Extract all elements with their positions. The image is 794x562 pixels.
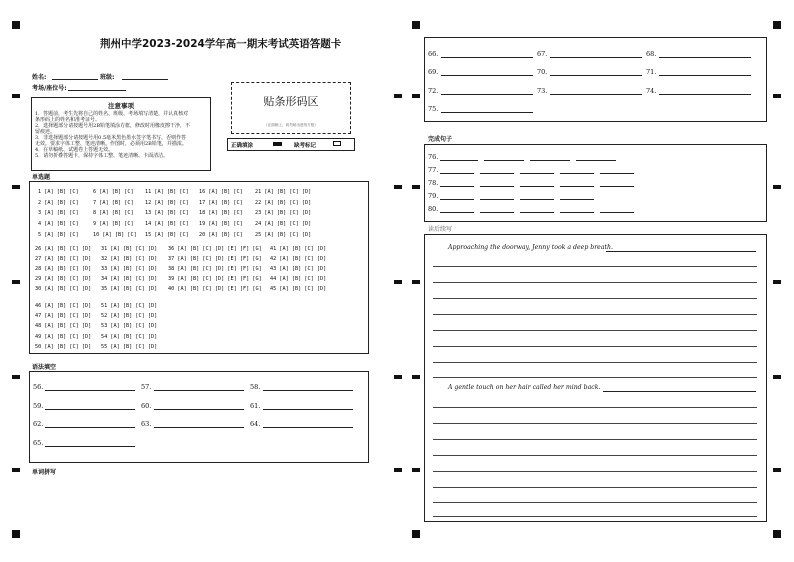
choice-column[interactable]: 41 [A] [B] [C] [D] 42 [A] [B] [C] [D] 43 [A] [B] [C] [D] 44 [A] [B] [C] [D] 45 [A] [B] [C] [D]: [270, 246, 327, 293]
item-number: 76.: [428, 153, 439, 161]
filled-box-icon: [273, 142, 282, 146]
timing-mark: [12, 280, 20, 284]
section-word-spelling: 单词拼写: [32, 469, 57, 476]
correct-fill-label: 正确填涂: [231, 143, 254, 149]
section-grammar-fill: 语法填空: [32, 364, 57, 371]
notice-line: 条形码上的姓名和准考证号。: [35, 117, 101, 123]
notice-box: [31, 97, 211, 171]
answer-line[interactable]: [550, 94, 642, 95]
name-label: 姓名:: [32, 74, 47, 81]
answer-line[interactable]: [550, 75, 642, 76]
item-number: 65.: [33, 439, 44, 447]
fill-example: [227, 138, 355, 151]
answer-line[interactable]: [441, 94, 533, 95]
notice-line: 5．请勿折叠答题卡，保持字体工整、笔迹清晰、卡面清洁。: [35, 153, 169, 159]
timing-mark: [773, 185, 781, 189]
answer-line[interactable]: [154, 427, 244, 428]
page-title: 荆州中学2023-2024学年高一期末考试英语答题卡: [100, 38, 342, 50]
corner-mark: [12, 530, 20, 538]
timing-mark: [412, 94, 420, 98]
item-number: 68.: [646, 50, 657, 58]
item-number: 66.: [428, 50, 439, 58]
complete-sentence-box: [424, 144, 767, 222]
timing-mark: [12, 185, 20, 189]
paragraph-2-opening: A gentle touch on her hair called her mind back.: [448, 384, 601, 391]
notice-line: 2．选择题部分请按题号用2B铅笔填涂方框，修改时用橡皮擦干净，不: [35, 123, 191, 129]
answer-line[interactable]: [441, 57, 533, 58]
timing-mark: [394, 468, 402, 472]
paragraph-1-opening: Approaching the doorway, Jenny took a deep breath.: [448, 244, 613, 251]
item-number: 80.: [428, 205, 439, 213]
answer-line[interactable]: [154, 409, 244, 410]
notice-line: 留痕迹。: [35, 129, 56, 135]
answer-line[interactable]: [45, 427, 135, 428]
choice-column[interactable]: 21 [A] [B] [C] [D] 22 [A] [B] [C] [D] 23 [A] [B] [C] [D] 24 [A] [B] [C] [D] 25 [A] [B] [C] [D]: [255, 189, 312, 238]
corner-mark: [773, 21, 781, 29]
item-number: 62.: [33, 420, 44, 428]
notice-line: 1．答题前，考生先将自己的姓名、班级、考场填写清楚，并认真核对: [35, 111, 189, 117]
notice-line: 3．非选择题部分请按题号用0.5毫米黑色墨水签字笔书写，否则作答: [35, 135, 187, 141]
timing-mark: [394, 185, 402, 189]
timing-mark: [773, 94, 781, 98]
item-number: 75.: [428, 105, 439, 113]
barcode-note: （正面朝上，切勿贴出虚线方框）: [264, 123, 318, 127]
timing-mark: [412, 375, 420, 379]
item-number: 61.: [250, 402, 261, 410]
word-spelling-box: [424, 37, 767, 122]
timing-mark: [12, 375, 20, 379]
choice-column[interactable]: 46 [A] [B] [C] [D] 47 [A] [B] [C] [D] 48 [A] [B] [C] [D] 49 [A] [B] [C] [D] 50 [A] [B] [C] [D]: [35, 303, 92, 350]
section-single-choice: 单选题: [32, 174, 51, 181]
answer-line[interactable]: [441, 75, 533, 76]
barcode-label: 贴条形码区: [263, 95, 319, 108]
answer-line[interactable]: [659, 57, 751, 58]
item-number: 67.: [537, 50, 548, 58]
answer-line[interactable]: [263, 409, 353, 410]
name-field[interactable]: [52, 79, 98, 80]
item-number: 72.: [428, 87, 439, 95]
choice-column[interactable]: 36 [A] [B] [C] [D] [E] [F] [G] 37 [A] [B] [C] [D] [E] [F] [G] 38 [A] [B] [C] [D] [E] [F] [G] 39 [A] [B] [C] [D] [E] [F] [G] 40 [A] [B] [C] [D] [E] [F] [G]: [168, 246, 262, 293]
timing-mark: [12, 94, 20, 98]
choice-column[interactable]: 16 [A] [B] [C] 17 [A] [B] [C] 18 [A] [B] [C] 19 [A] [B] [C] 20 [A] [B] [C]: [199, 189, 243, 238]
class-label: 班级:: [100, 74, 115, 81]
item-number: 77.: [428, 166, 439, 174]
answer-line[interactable]: [659, 75, 751, 76]
item-number: 63.: [141, 420, 152, 428]
item-number: 59.: [33, 402, 44, 410]
answer-line[interactable]: [263, 427, 353, 428]
timing-mark: [773, 468, 781, 472]
timing-mark: [12, 468, 20, 472]
absent-mark-label: 缺考标记: [294, 143, 317, 149]
notice-title: 注意事项: [108, 102, 134, 110]
item-number: 60.: [141, 402, 152, 410]
item-number: 58.: [250, 383, 261, 391]
choice-column[interactable]: 1 [A] [B] [C] 2 [A] [B] [C] 3 [A] [B] [C] 4 [A] [B] [C] 5 [A] [B] [C]: [38, 189, 79, 238]
timing-mark: [773, 280, 781, 284]
notice-line: 无效。要求字体工整、笔迹清晰。作图时，必须用2B铅笔，并描浓。: [35, 141, 187, 147]
timing-mark: [412, 185, 420, 189]
answer-line[interactable]: [45, 409, 135, 410]
timing-mark: [412, 468, 420, 472]
choice-column[interactable]: 11 [A] [B] [C] 12 [A] [B] [C] 13 [A] [B] [C] 14 [A] [B] [C] 15 [A] [B] [C]: [145, 189, 189, 238]
item-number: 57.: [141, 383, 152, 391]
corner-mark: [412, 530, 420, 538]
choice-column[interactable]: 26 [A] [B] [C] [D] 27 [A] [B] [C] [D] 28 [A] [B] [C] [D] 29 [A] [B] [C] [D] 30 [A] [B] [C] [D]: [35, 246, 92, 293]
item-number: 79.: [428, 192, 439, 200]
choice-column[interactable]: 31 [A] [B] [C] [D] 32 [A] [B] [C] [D] 33 [A] [B] [C] [D] 34 [A] [B] [C] [D] 35 [A] [B] [C] [D]: [101, 246, 158, 293]
absent-box[interactable]: [333, 141, 341, 146]
timing-mark: [394, 94, 402, 98]
timing-mark: [394, 280, 402, 284]
choice-column[interactable]: 51 [A] [B] [C] [D] 52 [A] [B] [C] [D] 53 [A] [B] [C] [D] 54 [A] [B] [C] [D] 55 [A] [B] [C] [D]: [101, 303, 158, 350]
barcode-area: [231, 82, 351, 134]
answer-line[interactable]: [550, 57, 642, 58]
item-number: 70.: [537, 68, 548, 76]
item-number: 71.: [646, 68, 657, 76]
corner-mark: [412, 21, 420, 29]
item-number: 56.: [33, 383, 44, 391]
class-field[interactable]: [122, 79, 168, 80]
section-complete-sentence: 完成句子: [428, 136, 453, 143]
answer-line[interactable]: [263, 390, 353, 391]
corner-mark: [12, 21, 20, 29]
answer-line[interactable]: [45, 390, 135, 391]
grammar-fill-box: [29, 371, 369, 463]
answer-line[interactable]: [45, 446, 135, 447]
corner-mark: [773, 530, 781, 538]
answer-line[interactable]: [659, 94, 751, 95]
item-number: 73.: [537, 87, 548, 95]
item-number: 69.: [428, 68, 439, 76]
answer-line[interactable]: [441, 112, 533, 113]
section-continuation: 读后续写: [428, 226, 453, 233]
item-number: 74.: [646, 87, 657, 95]
timing-mark: [773, 375, 781, 379]
timing-mark: [412, 280, 420, 284]
item-number: 64.: [250, 420, 261, 428]
choice-column[interactable]: 6 [A] [B] [C] 7 [A] [B] [C] 8 [A] [B] [C] 9 [A] [B] [C] 10 [A] [B] [C]: [93, 189, 137, 238]
notice-line: 4．在草稿纸、试题卷上答题无效。: [35, 147, 114, 153]
seat-label: 考场/座位号:: [32, 85, 67, 92]
timing-mark: [394, 375, 402, 379]
answer-line[interactable]: [154, 390, 244, 391]
continuation-box: [424, 234, 767, 522]
seat-field[interactable]: [68, 90, 126, 91]
item-number: 78.: [428, 179, 439, 187]
